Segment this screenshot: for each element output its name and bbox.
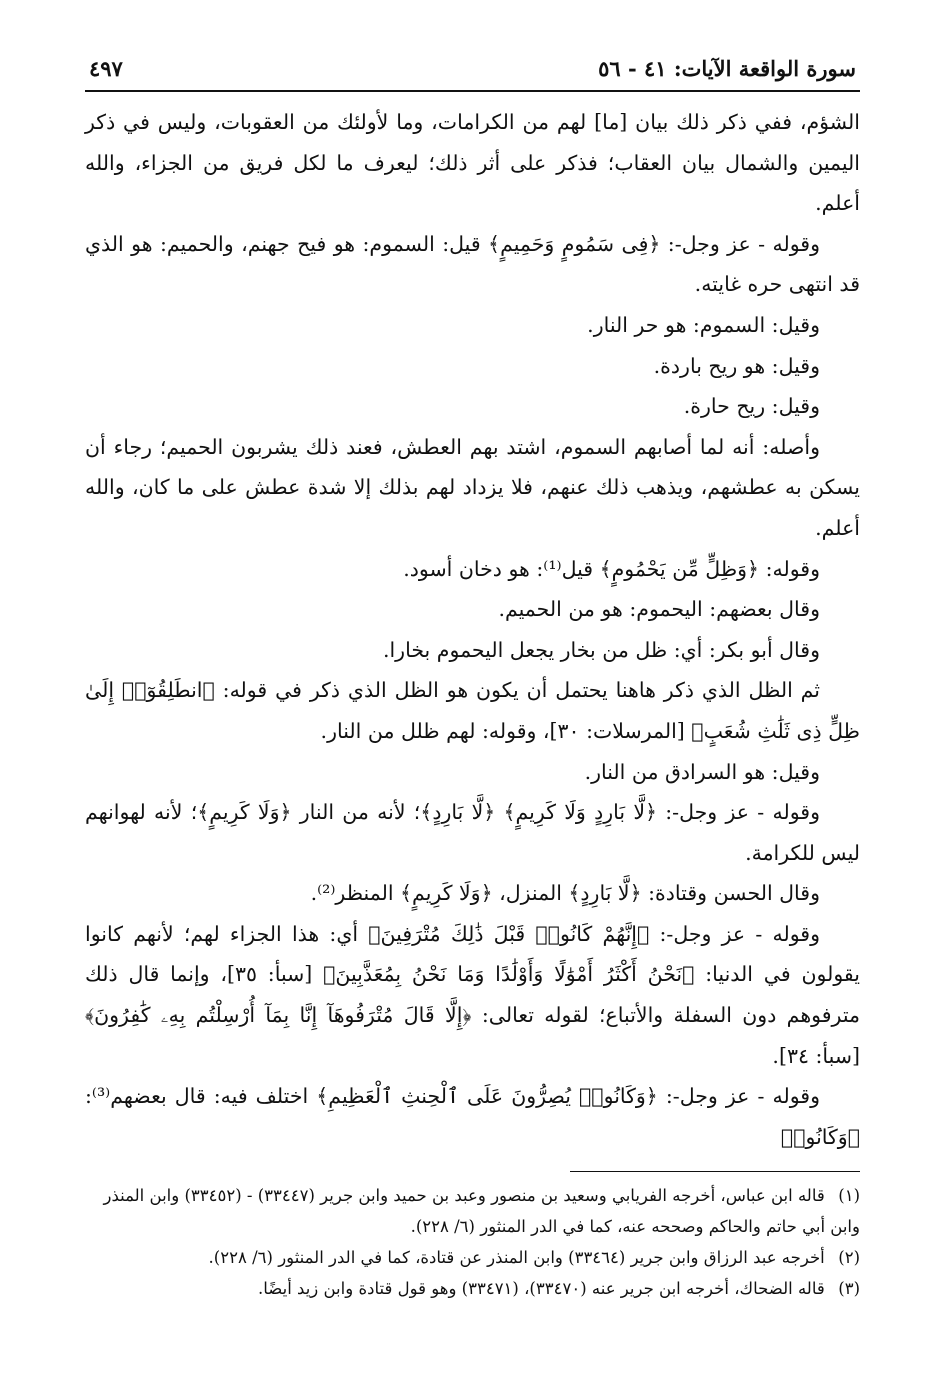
running-title: سورة الواقعة الآيات: ٤١ - ٥٦ bbox=[598, 56, 856, 81]
paragraph: وقوله - عز وجل-: ﴿وَكَانُوا۟ يُصِرُّونَ عَلَى ٱلْحِنثِ ٱلْعَظِيمِ﴾ اختلف فيه: قال بعضهم⁽³⁾: ﴿وَكَانُوا۟ bbox=[85, 1084, 860, 1149]
paragraph: وقيل: ريح حارة. bbox=[683, 394, 820, 419]
paragraph: وقيل: هو ريح باردة. bbox=[653, 353, 820, 378]
footnote-text: قاله ابن عباس، أخرجه الفريابي وسعيد بن منصور وعبد بن حميد وابن جرير (٣٣٤٤٧) - (٣٣٤٥٢) وابن المنذر وابن أبي حاتم والحاكم وصححه عنه، كما في الدر المنثور (٦/ ٢٢٨). bbox=[103, 1186, 860, 1237]
footnote-text: أخرجه عبد الرزاق وابن جرير (٣٣٤٦٤) وابن المنذر عن قتادة، كما في الدر المنثور (٦/ ٢٢٨). bbox=[208, 1248, 825, 1268]
page-number: ٤٩٧ bbox=[89, 56, 123, 81]
paragraph: وقيل: هو السرادق من النار. bbox=[584, 759, 820, 784]
paragraph: الشؤم، ففي ذكر ذلك بيان [ما] لهم من الكرامات، وما لأولئك من العقوبات، وليس في ذكر اليمين والشمال بيان العقاب؛ فذكر على أثر ذلك؛ ليعرف ما لكل فريق من الجزاء، والله أعلم. bbox=[85, 110, 860, 216]
page bbox=[85, 52, 860, 1304]
paragraph: وقال بعضهم: اليحموم: هو من الحميم. bbox=[498, 597, 820, 622]
footnote-text: قاله الضحاك، أخرجه ابن جرير عنه (٣٣٤٧٠)، (٣٣٤٧١) وهو قول قتادة وابن زيد أيضًا. bbox=[258, 1279, 825, 1299]
paragraph: وقوله - عز وجل-: ﴿إِنَّهُمْ كَانُوا۟ قَبْلَ ذَٰلِكَ مُتْرَفِينَ﴾ أي: هذا الجزاء لهم؛ لأنهم كانوا يقولون في الدنيا: ﴿نَحْنُ أَكْثَرُ أَمْوَٰلًا وَأَوْلَٰدًا وَمَا نَحْنُ بِمُعَذَّبِينَ﴾ [سبأ: ٣٥]، وإنما قال ذلك مترفوهم دون السفلة والأتباع؛ لقوله تعالى: ﴿إِلَّا قَالَ مُتْرَفُوهَآ إِنَّا بِمَآ أُرْسِلْتُم بِهِۦ كَٰفِرُونَ﴾ [سبأ: ٣٤]. bbox=[85, 921, 860, 1068]
footnote-number: (١) bbox=[838, 1186, 860, 1206]
paragraph: وقوله: ﴿وَظِلٍّ مِّن يَحْمُومٍ﴾ قيل⁽¹⁾: هو دخان أسود. bbox=[403, 556, 820, 581]
paragraph: وقال أبو بكر: أي: ظل من بخار يجعل اليحموم بخارا. bbox=[382, 637, 820, 662]
footnote-number: (٢) bbox=[838, 1248, 860, 1268]
footnote bbox=[85, 1180, 860, 1242]
footnote bbox=[85, 1273, 860, 1304]
paragraph: ثم الظل الذي ذكر هاهنا يحتمل أن يكون هو الظل الذي ذكر في قوله: ﴿انطَلِقُوٓا۟ إِلَىٰ ظِلٍّ ذِى ثَلَٰثِ شُعَبٍ﴾ [المرسلات: ٣٠]، وقوله: لهم ظلل من النار. bbox=[85, 678, 860, 743]
paragraph: وأصله: أنه لما أصابهم السموم، اشتد بهم العطش، فعند ذلك يشربون الحميم؛ رجاء أن يسكن به عطشهم، ويذهب ذلك عنهم، فلا يزداد لهم بذلك إلا شدة عطش على ما كان، والله أعلم. bbox=[85, 434, 860, 540]
page-header bbox=[85, 52, 860, 92]
footnotes bbox=[85, 1180, 860, 1304]
paragraph: وقال الحسن وقتادة: ﴿لَّا بَارِدٍ﴾ المنزل، ﴿وَلَا كَرِيمٍ﴾ المنظر⁽²⁾. bbox=[310, 881, 820, 906]
paragraph: وقوله - عز وجل-: ﴿فِى سَمُومٍ وَحَمِيمٍ﴾ قيل: السموم: هو فيح جهنم، والحميم: هو الذي قد انتهى حره غايته. bbox=[85, 231, 860, 297]
footnote-separator bbox=[570, 1171, 860, 1172]
footnote bbox=[85, 1242, 860, 1273]
paragraph: وقيل: السموم: هو حر النار. bbox=[587, 312, 820, 337]
footnote-number: (٣) bbox=[838, 1279, 860, 1299]
paragraph: وقوله - عز وجل-: ﴿لَّا بَارِدٍ وَلَا كَرِيمٍ﴾ ﴿لَّا بَارِدٍ﴾؛ لأنه من النار ﴿وَلَا كَرِيمٍ﴾؛ لأنه لهوانهم ليس للكرامة. bbox=[85, 800, 860, 865]
main-text bbox=[85, 102, 860, 1157]
